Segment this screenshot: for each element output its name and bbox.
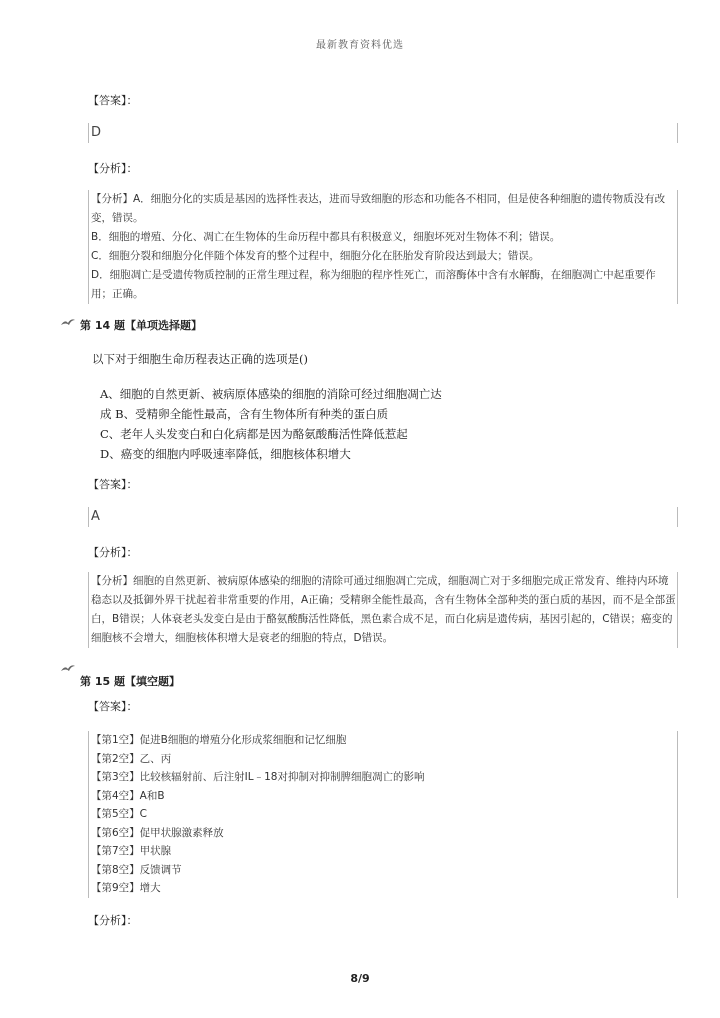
analysis-line: 【分析】A．细胞分化的实质是基因的选择性表达，进而导致细胞的形态和功能各不相同，但是使各种细胞的遗传物质没有改 — [91, 193, 666, 205]
answer-box: A — [88, 507, 678, 527]
analysis-line: 白，B错误；人体衰老头发变白是由于酪氨酸酶活性降低，黑色素合成不足，而白化病是遗传病，基因引起的，C错误；癌变的 — [91, 613, 673, 625]
analysis-label: 【分析】： — [88, 162, 138, 175]
answer-box: D — [88, 123, 678, 143]
blank-answer: 【第4空】A和B — [91, 789, 165, 802]
question-type: 题【单项选择题】 — [114, 319, 202, 332]
question-number: 15 — [94, 675, 111, 688]
option-c[interactable]: C、老年人头发变白和白化病都是因为酪氨酸酶活性降低惹起 — [100, 427, 408, 441]
analysis-line: 【分析】细胞的自然更新、被病原体感染的细胞的清除可通过细胞凋亡完成，细胞凋亡对于多细胞完成正常发育、维持内环境 — [91, 575, 669, 587]
blank-answer: 【第8空】反馈调节 — [91, 863, 182, 876]
blank-answer: 【第6空】促甲状腺激素释放 — [91, 826, 224, 839]
blank-answer: 【第1空】促进B细胞的增殖分化形成浆细胞和记忆细胞 — [91, 734, 347, 746]
analysis-line: 变，错误。 — [91, 212, 144, 224]
analysis-line: 用；正确。 — [91, 288, 144, 300]
analysis-line: 稳态以及抵御外界干扰起着非常重要的作用，A正确；受精卵全能性最高，含有生物体全部种类的蛋白质的基因，而不是全部蛋 — [91, 594, 676, 606]
analysis-line: C．细胞分裂和细胞分化伴随个体发育的整个过程中，细胞分化在胚胎发育阶段达到最大；错误。 — [91, 250, 540, 262]
bird-icon — [60, 662, 76, 676]
analysis-line: D．细胞凋亡是受遗传物质控制的正常生理过程，称为细胞的程序性死亡，而溶酶体中含有水解酶，在细胞凋亡中起重要作 — [91, 269, 656, 281]
blank-answer: 【第7空】甲状腺 — [91, 845, 172, 857]
analysis-label: 【分析】： — [88, 546, 138, 559]
blank-answer: 【第3空】比较核辐射前、后注射IL﹣18对抑制对抑制脾细胞凋亡的影响 — [91, 771, 425, 783]
option-a[interactable]: A、细胞的自然更新、被病原体感染的细胞的消除可经过细胞凋亡达 — [100, 387, 442, 401]
page-number: 8/9 — [350, 972, 370, 985]
option-list — [100, 384, 442, 464]
page-header: 最新教育资料优选 — [316, 40, 404, 51]
blank-answer: 【第9空】增大 — [91, 882, 161, 894]
question-number: 14 — [94, 319, 111, 332]
answer-box — [88, 731, 678, 898]
analysis-line: B．细胞的增殖、分化、凋亡在生物体的生命历程中都具有积极意义，细胞坏死对生物体不利；错误。 — [91, 231, 561, 243]
question-title — [80, 317, 202, 333]
answer-label: 【答案】： — [88, 478, 138, 491]
option-d[interactable]: D、癌变的细胞内呼吸速率降低，细胞核体积增大 — [100, 447, 351, 461]
blank-answer: 【第2空】乙、丙 — [91, 752, 172, 765]
question-prefix: 第 — [80, 675, 91, 688]
question-type: 题【填空题】 — [114, 675, 180, 688]
blank-answer: 【第5空】C — [91, 808, 148, 820]
analysis-box — [88, 572, 678, 648]
analysis-label: 【分析】： — [88, 914, 138, 927]
answer-label: 【答案】： — [88, 700, 138, 713]
question-prefix: 第 — [80, 319, 91, 332]
question-stem: 以下对于细胞生命历程表达正确的选项是() — [92, 352, 308, 366]
question-title — [80, 673, 180, 689]
answer-label: 【答案】： — [88, 94, 138, 107]
bird-icon — [60, 316, 76, 330]
analysis-box — [88, 190, 678, 304]
option-b[interactable]: 成 B、受精卵全能性最高，含有生物体所有种类的蛋白质 — [100, 407, 389, 421]
analysis-line: 细胞核不会增大，细胞核体积增大是衰老的细胞的特点，D错误。 — [91, 632, 394, 644]
